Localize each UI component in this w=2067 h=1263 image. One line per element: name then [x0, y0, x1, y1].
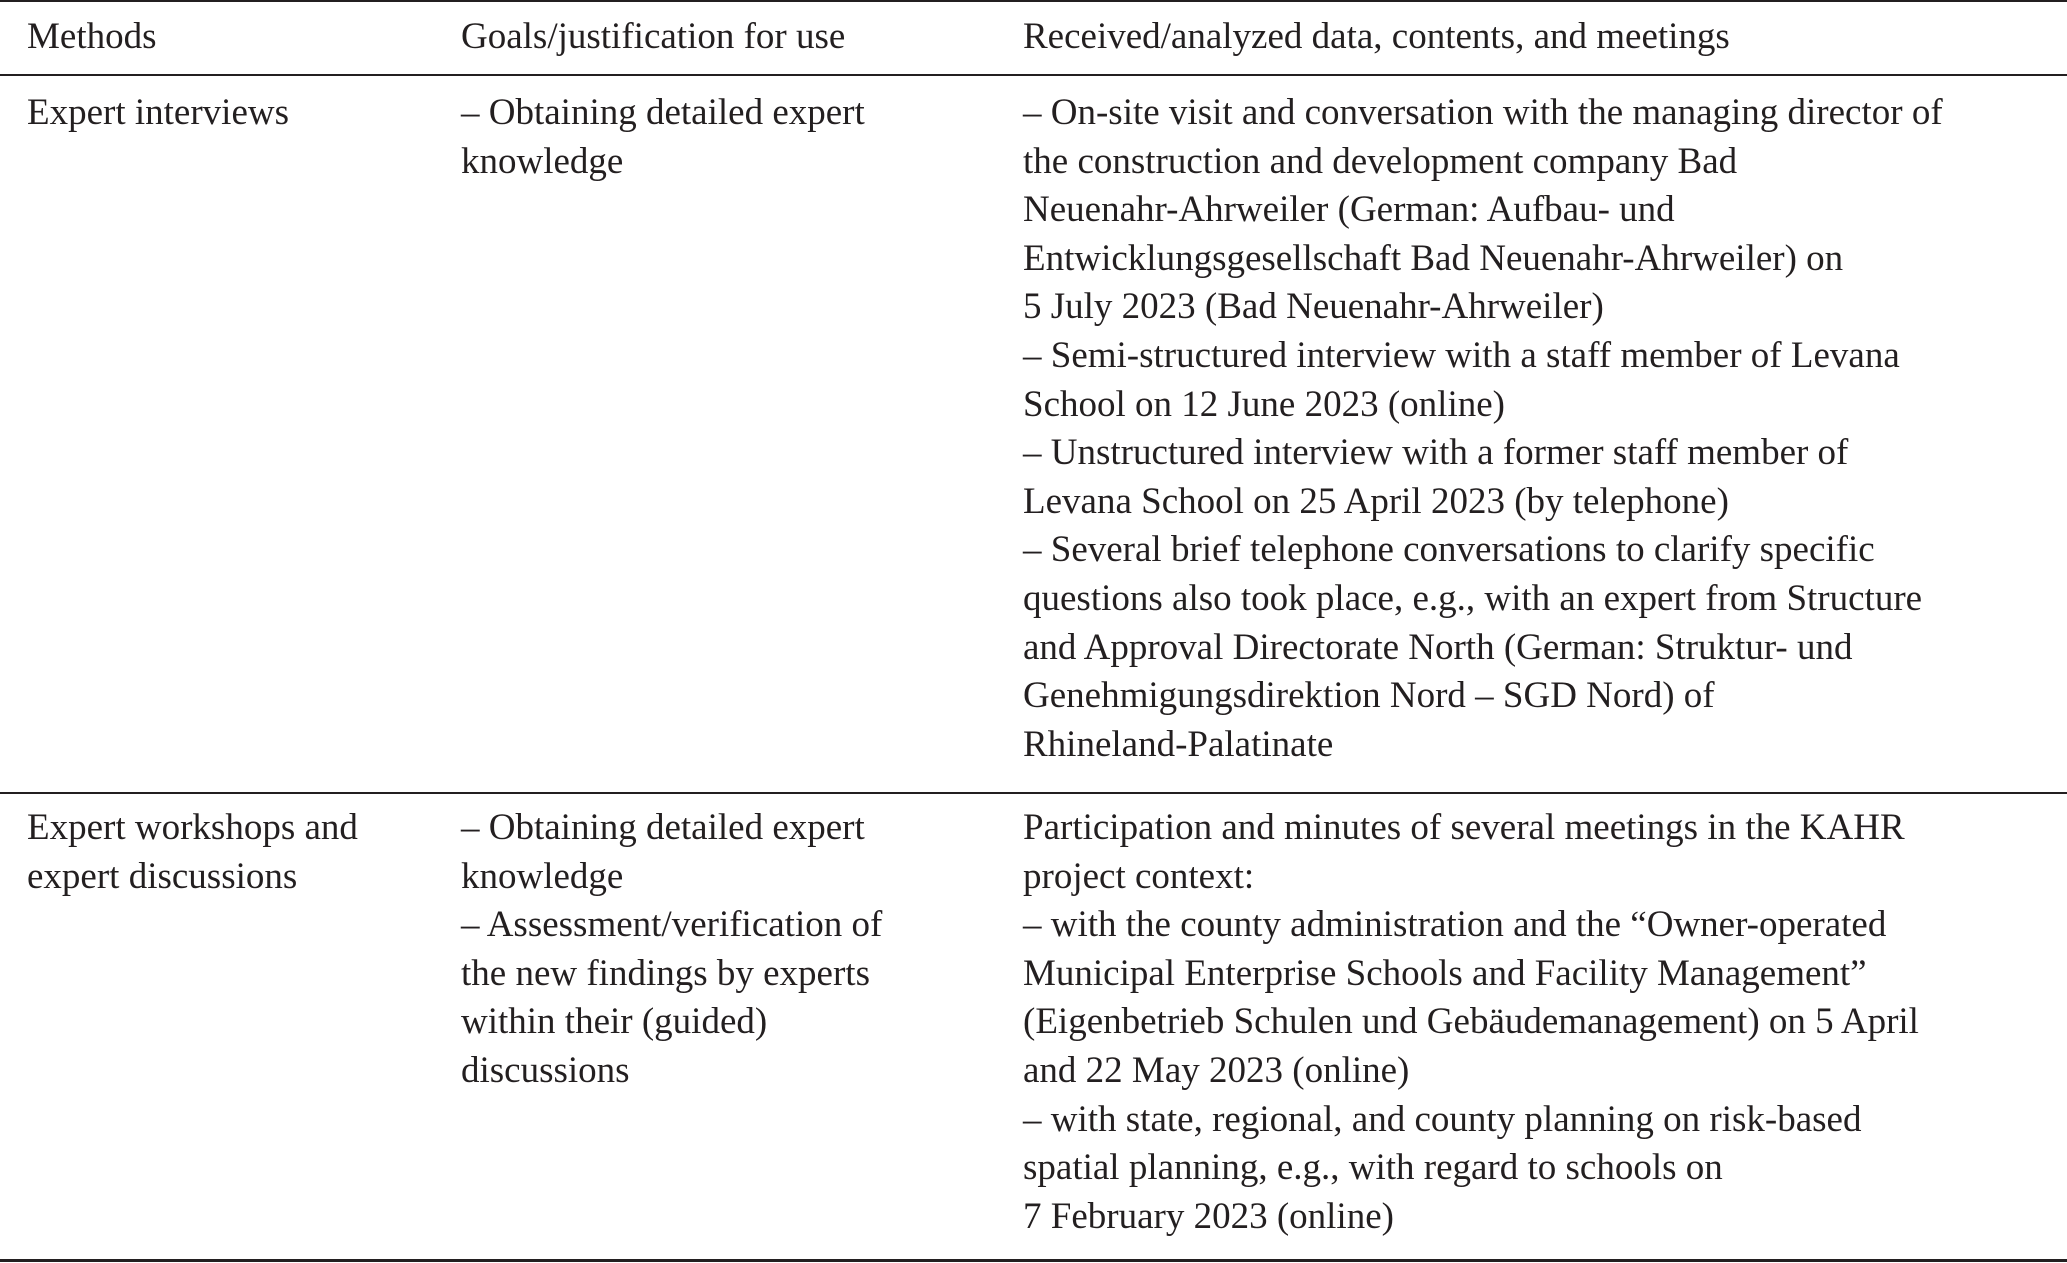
cell-line: spatial planning, e.g., with regard to schools on: [1023, 1147, 1723, 1189]
cell-line: (Eigenbetrieb Schulen und Gebäudemanagement) on 5 April: [1023, 1001, 1919, 1043]
row-data-cell: [1023, 804, 1919, 1241]
cell-line: project context:: [1023, 855, 1255, 897]
cell-line: the new findings by experts: [461, 952, 870, 994]
cell-line: and Approval Directorate North (German: Struktur- und: [1023, 626, 1853, 668]
cell-line: and 22 May 2023 (online): [1023, 1049, 1410, 1091]
cell-line: Municipal Enterprise Schools and Facility Management”: [1023, 952, 1867, 994]
header-data: Received/analyzed data, contents, and meetings: [1023, 16, 1730, 57]
header-goals: Goals/justification for use: [461, 16, 846, 57]
cell-line: Expert workshops and: [27, 807, 358, 848]
cell-line: – Several brief telephone conversations to clarify specific: [1023, 529, 1875, 571]
cell-line: questions also took place, e.g., with an expert from Structure: [1023, 577, 1923, 619]
cell-line: Entwicklungsgesellschaft Bad Neuenahr-Ahrweiler) on: [1023, 237, 1844, 279]
cell-line: within their (guided): [461, 1001, 768, 1043]
cell-line: expert discussions: [27, 855, 298, 897]
cell-line: School on 12 June 2023 (online): [1023, 383, 1505, 425]
cell-line: the construction and development company Bad: [1023, 140, 1738, 182]
cell-line: Levana School on 25 April 2023 (by telephone): [1023, 480, 1729, 522]
table-bottom-rule: [0, 1259, 2067, 1262]
cell-line: – Assessment/verification of: [461, 904, 883, 946]
row-data-cell: [1023, 89, 1943, 769]
row-goals-cell: [461, 89, 865, 186]
cell-line: – Unstructured interview with a former staff member of: [1023, 432, 1849, 474]
row-method-cell: [27, 804, 358, 901]
cell-line: – On-site visit and conversation with the managing director of: [1023, 92, 1943, 133]
table-top-rule: [0, 0, 2067, 2]
cell-line: discussions: [461, 1049, 630, 1091]
cell-line: – Obtaining detailed expert: [461, 807, 865, 848]
cell-line: – Obtaining detailed expert: [461, 92, 865, 133]
cell-line: – Semi-structured interview with a staff member of Levana: [1023, 334, 1900, 376]
row-goals-cell: [461, 804, 882, 1096]
cell-line: Rhineland-Palatinate: [1023, 723, 1334, 765]
cell-line: knowledge: [461, 855, 624, 897]
cell-line: Genehmigungsdirektion Nord – SGD Nord) of: [1023, 675, 1715, 717]
header-methods: Methods: [27, 16, 157, 57]
row-divider-rule: [0, 792, 2067, 794]
cell-line: Expert interviews: [27, 92, 289, 133]
cell-line: 5 July 2023 (Bad Neuenahr-Ahrweiler): [1023, 286, 1604, 328]
cell-line: knowledge: [461, 140, 624, 182]
cell-line: 7 February 2023 (online): [1023, 1195, 1394, 1237]
cell-line: – with the county administration and the “Owner-operated: [1023, 904, 1887, 946]
row-method-cell: [27, 89, 289, 138]
cell-line: Neuenahr-Ahrweiler (German: Aufbau- und: [1023, 189, 1675, 231]
header-rule: [0, 74, 2067, 76]
cell-line: Participation and minutes of several meetings in the KAHR: [1023, 807, 1905, 848]
cell-line: – with state, regional, and county planning on risk-based: [1023, 1098, 1862, 1140]
